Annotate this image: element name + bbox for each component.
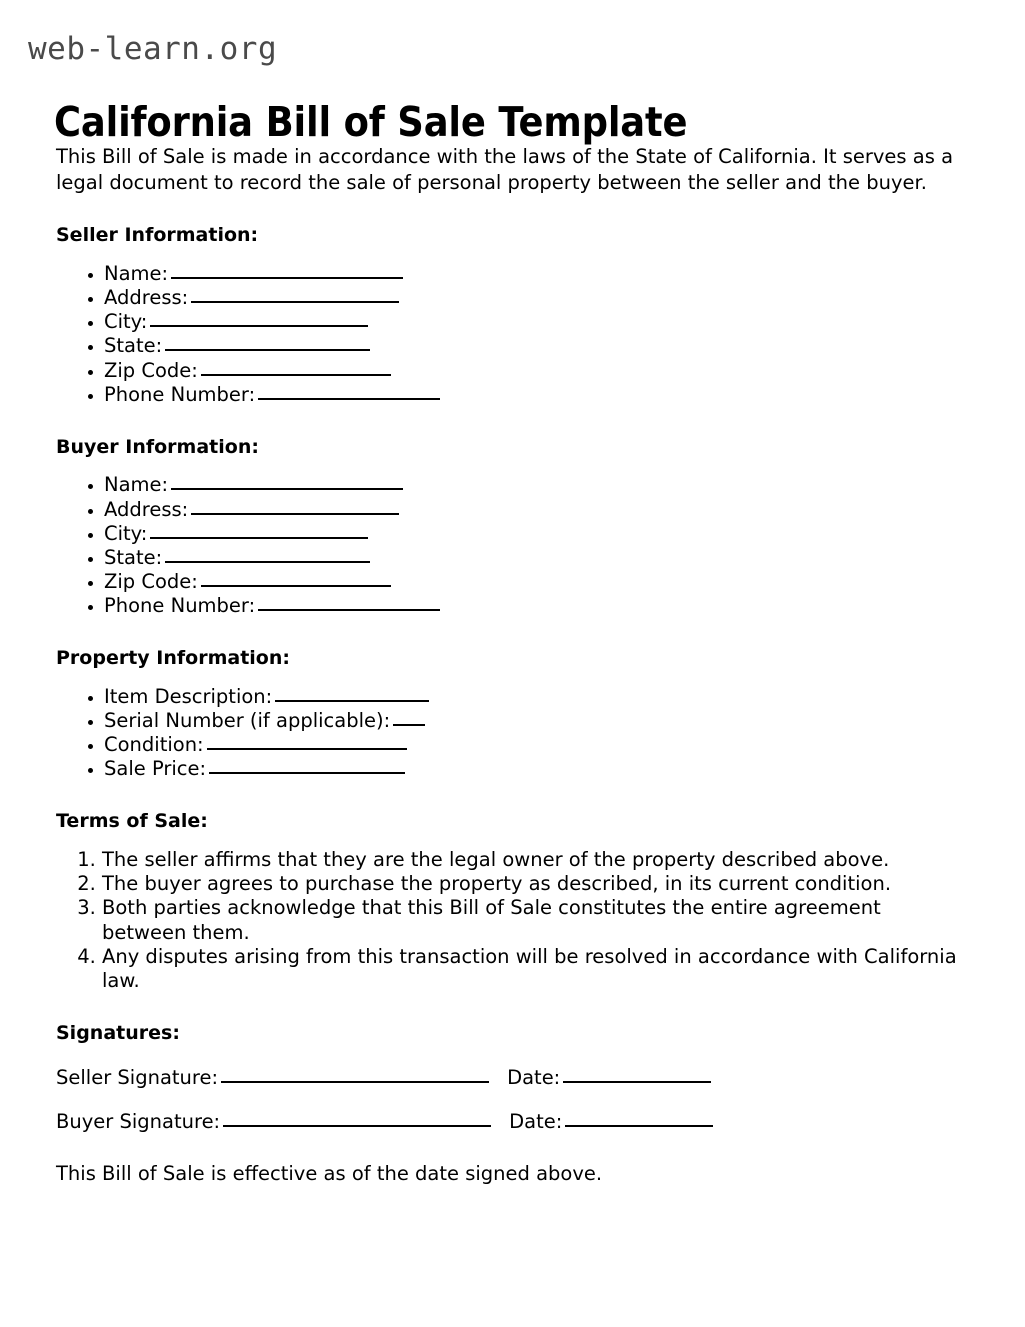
list-item [104, 473, 968, 497]
terms-of-sale-list [56, 848, 968, 994]
field-label-serial-number: Serial Number (if applicable): [104, 708, 391, 732]
blank-line-state[interactable] [165, 335, 370, 351]
signature-block [56, 1066, 968, 1135]
list-item [104, 546, 968, 570]
buyer-signature-label: Buyer Signature: [56, 1110, 221, 1134]
signatures-heading: Signatures: [56, 1022, 180, 1045]
field-label-condition: Condition: [104, 732, 204, 756]
buyer-signature-row [56, 1110, 968, 1134]
seller-date-label: Date: [507, 1066, 561, 1090]
intro-paragraph: This Bill of Sale is made in accordance with the laws of the State of California. It serves as a legal document to record the sale of personal property between the seller and the buyer. [56, 145, 954, 194]
list-item [104, 310, 968, 334]
list-item [104, 383, 968, 407]
blank-line-zip[interactable] [201, 360, 391, 376]
blank-line-item-description[interactable] [275, 686, 429, 702]
list-item [104, 286, 968, 310]
blank-line-address[interactable] [191, 499, 399, 515]
seller-information-heading: Seller Information: [56, 224, 259, 247]
terms-of-sale-heading: Terms of Sale: [56, 809, 208, 832]
field-label-state: State: [104, 545, 163, 569]
list-item [104, 522, 968, 546]
list-item [104, 570, 968, 594]
list-item [104, 594, 968, 618]
list-item: 1. The seller affirms that they are the legal owner of the property described above. [102, 848, 968, 872]
list-item [104, 262, 968, 286]
seller-signature-row [56, 1066, 968, 1090]
field-label-sale-price: Sale Price: [104, 756, 207, 780]
blank-line-address[interactable] [191, 287, 399, 303]
field-label-city: City: [104, 521, 148, 545]
field-label-phone: Phone Number: [104, 382, 256, 406]
list-item [104, 359, 968, 383]
blank-line-seller-signature[interactable] [221, 1067, 489, 1083]
blank-line-zip[interactable] [201, 571, 391, 587]
blank-line-city[interactable] [150, 311, 368, 327]
list-item [104, 733, 968, 757]
list-item [104, 685, 968, 709]
seller-fields-list [56, 262, 968, 406]
blank-line-buyer-date[interactable] [565, 1111, 713, 1127]
document-body [56, 144, 968, 1206]
list-item [104, 709, 968, 733]
closing-statement: This Bill of Sale is effective as of the date signed above. [56, 1161, 603, 1185]
list-item [104, 498, 968, 522]
buyer-date-label: Date: [509, 1110, 563, 1134]
property-information-heading: Property Information: [56, 646, 290, 669]
blank-line-phone[interactable] [258, 595, 440, 611]
blank-line-buyer-signature[interactable] [223, 1111, 491, 1127]
field-label-name: Name: [104, 473, 169, 497]
field-label-phone: Phone Number: [104, 593, 256, 617]
blank-line-name[interactable] [171, 474, 403, 490]
field-label-item-description: Item Description: [104, 684, 273, 708]
field-label-city: City: [104, 310, 148, 334]
list-item [104, 334, 968, 358]
property-fields-list [56, 685, 968, 781]
field-label-name: Name: [104, 262, 169, 286]
field-label-zip: Zip Code: [104, 358, 198, 382]
list-item: 2. The buyer agrees to purchase the property as described, in its current condition. [102, 872, 968, 896]
list-item: 4. Any disputes arising from this transaction will be resolved in accordance with California law. [102, 945, 968, 994]
blank-line-phone[interactable] [258, 384, 440, 400]
field-label-state: State: [104, 334, 163, 358]
buyer-fields-list [56, 473, 968, 617]
blank-line-state[interactable] [165, 547, 370, 563]
field-label-zip: Zip Code: [104, 569, 198, 593]
list-item: 3. Both parties acknowledge that this Bill of Sale constitutes the entire agreement between them. [102, 896, 968, 945]
blank-line-city[interactable] [150, 523, 368, 539]
blank-line-condition[interactable] [207, 734, 407, 750]
site-watermark: web-learn.org [28, 31, 278, 67]
buyer-information-heading: Buyer Information: [56, 435, 259, 458]
seller-signature-label: Seller Signature: [56, 1066, 219, 1090]
blank-line-sale-price[interactable] [209, 758, 405, 774]
field-label-address: Address: [104, 497, 189, 521]
page-title: California Bill of Sale Template [54, 98, 688, 147]
list-item [104, 757, 968, 781]
blank-line-serial-number[interactable] [393, 710, 425, 726]
blank-line-seller-date[interactable] [563, 1067, 711, 1083]
blank-line-name[interactable] [171, 263, 403, 279]
field-label-address: Address: [104, 286, 189, 310]
